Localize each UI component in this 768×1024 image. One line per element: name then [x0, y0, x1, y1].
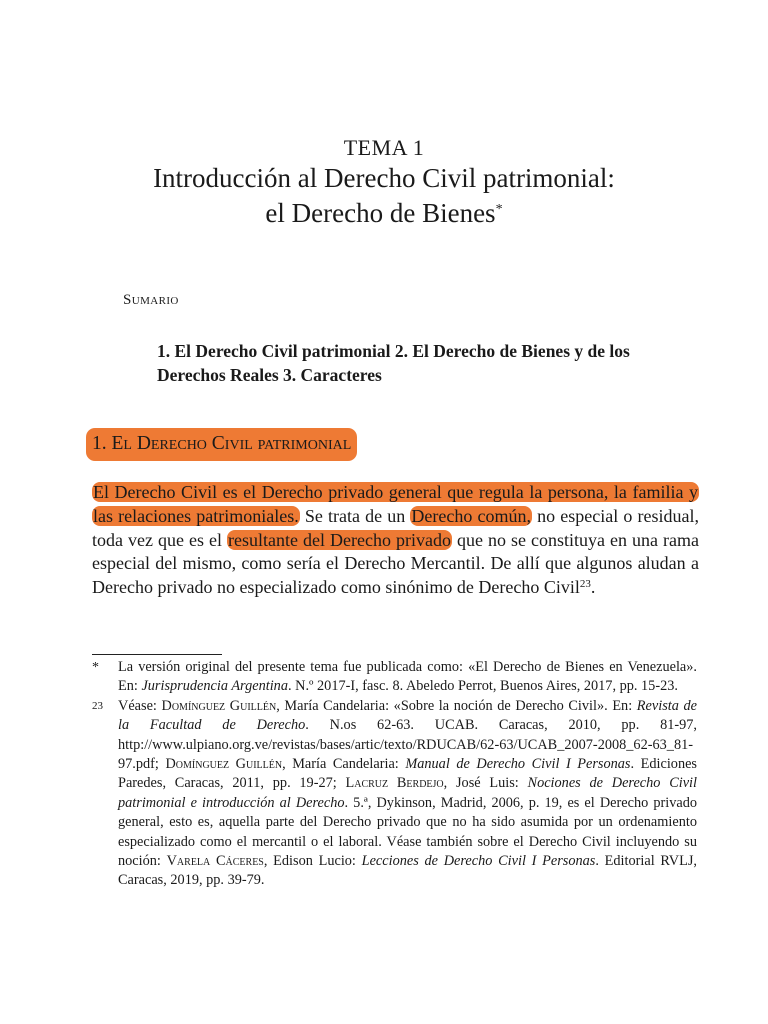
footnote-text: , María Candelaria: — [282, 756, 406, 773]
footnote-author: Domínguez Guillén — [161, 697, 277, 714]
chapter-title-block — [0, 133, 768, 229]
footnote-text: . Ediciones Paredes, Caracas, 2011, pp. 19-27; — [118, 756, 697, 792]
footnote-text: Véase: — [118, 697, 162, 714]
highlight-3: resultante del Derecho privado — [228, 529, 451, 550]
footnote-reference-23: 23 — [579, 578, 591, 591]
body-text-end: . — [590, 577, 596, 598]
footnote-author: Lacruz Berdejo — [345, 775, 444, 792]
footnote-text: , Edison Lucio: — [263, 853, 362, 870]
footnote-23 — [92, 697, 697, 891]
footnote-author: Domínguez Guillén — [165, 756, 283, 773]
footnote-mark: * — [92, 660, 99, 675]
title-footnote-mark: * — [495, 202, 503, 217]
footnote-text: La versión original del presente tema fue publicada como: «El Derecho de Bienes en Venezuela». En: — [118, 659, 697, 695]
footnote-text: , José Luis: — [443, 775, 528, 792]
highlight-2: Derecho común, — [411, 505, 531, 526]
chapter-title-line-2: el Derecho de Bienes — [265, 198, 496, 228]
footnote-mark: 23 — [92, 699, 103, 712]
body-text-2: no especial o residual, toda vez que es el — [92, 505, 699, 550]
footnote-italic: Manual de Derecho Civil I Personas — [405, 756, 631, 773]
chapter-title — [0, 163, 768, 229]
footnote-text: , María Candelaria: «Sobre la noción de Derecho Civil». En: — [276, 697, 637, 714]
footnote-italic: Nociones de Derecho Civil patrimonial e introducción al Derecho — [118, 775, 698, 811]
chapter-title-line-1: Introducción al Derecho Civil patrimonial: — [153, 163, 615, 193]
footnote-divider — [92, 654, 222, 655]
footnote-italic: Revista de la Facultad de Derecho — [118, 697, 697, 734]
footnote-text: . 5.ª, Dykinson, Madrid, 2006, p. 19, es el Derecho privado general, esto es, aquella parte del Derecho privado que no ha sido asumida por un ordenamiento especializado como el mercantil o el laboral. Véase también sobre el Derecho Civil incluyendo su noción: — [118, 794, 697, 870]
footnote-text: . Editorial RVLJ, Caracas, 2019, pp. 39-79. — [118, 853, 697, 889]
footnote-text: . N.º 2017-I, fasc. 8. Abeledo Perrot, Buenos Aires, 2017, pp. 15-23. — [287, 678, 678, 695]
body-text-3: que no se constituya en una rama especial del mismo, como sería el Derecho Mercantil. De allí que algunos aludan a Derecho privado no especializado como sinónimo de Derecho Civil — [92, 529, 699, 598]
body-paragraph — [92, 481, 699, 600]
summary-label: Sumario — [123, 292, 179, 308]
footnotes — [92, 658, 697, 891]
section-heading-highlighted: 1. El Derecho Civil patrimonial — [86, 428, 357, 461]
footnote-italic: Lecciones de Derecho Civil I Personas — [361, 853, 596, 870]
footnote-star — [92, 658, 697, 697]
footnote-author: Varela Cáceres — [166, 853, 264, 870]
chapter-number: TEMA 1 — [343, 135, 425, 160]
summary-text: 1. El Derecho Civil patrimonial 2. El Derecho de Bienes y de los Derechos Reales 3. Caracteres — [157, 341, 630, 385]
body-text-1: Se trata de un — [299, 505, 411, 526]
footnote-text: . N.os 62-63. UCAB. Caracas, 2010, pp. 81-97, http://www.ulpiano.org.ve/revistas/bases/artic/texto/RDUCAB/62-63/UCAB_2007-2008_62-63_81-97.pdf; — [118, 717, 697, 773]
highlight-1: El Derecho Civil es el Derecho privado general que regula la persona, la familia y las relaciones patrimoniales. — [93, 482, 698, 526]
footnote-italic: Jurisprudencia Argentina — [141, 678, 288, 695]
